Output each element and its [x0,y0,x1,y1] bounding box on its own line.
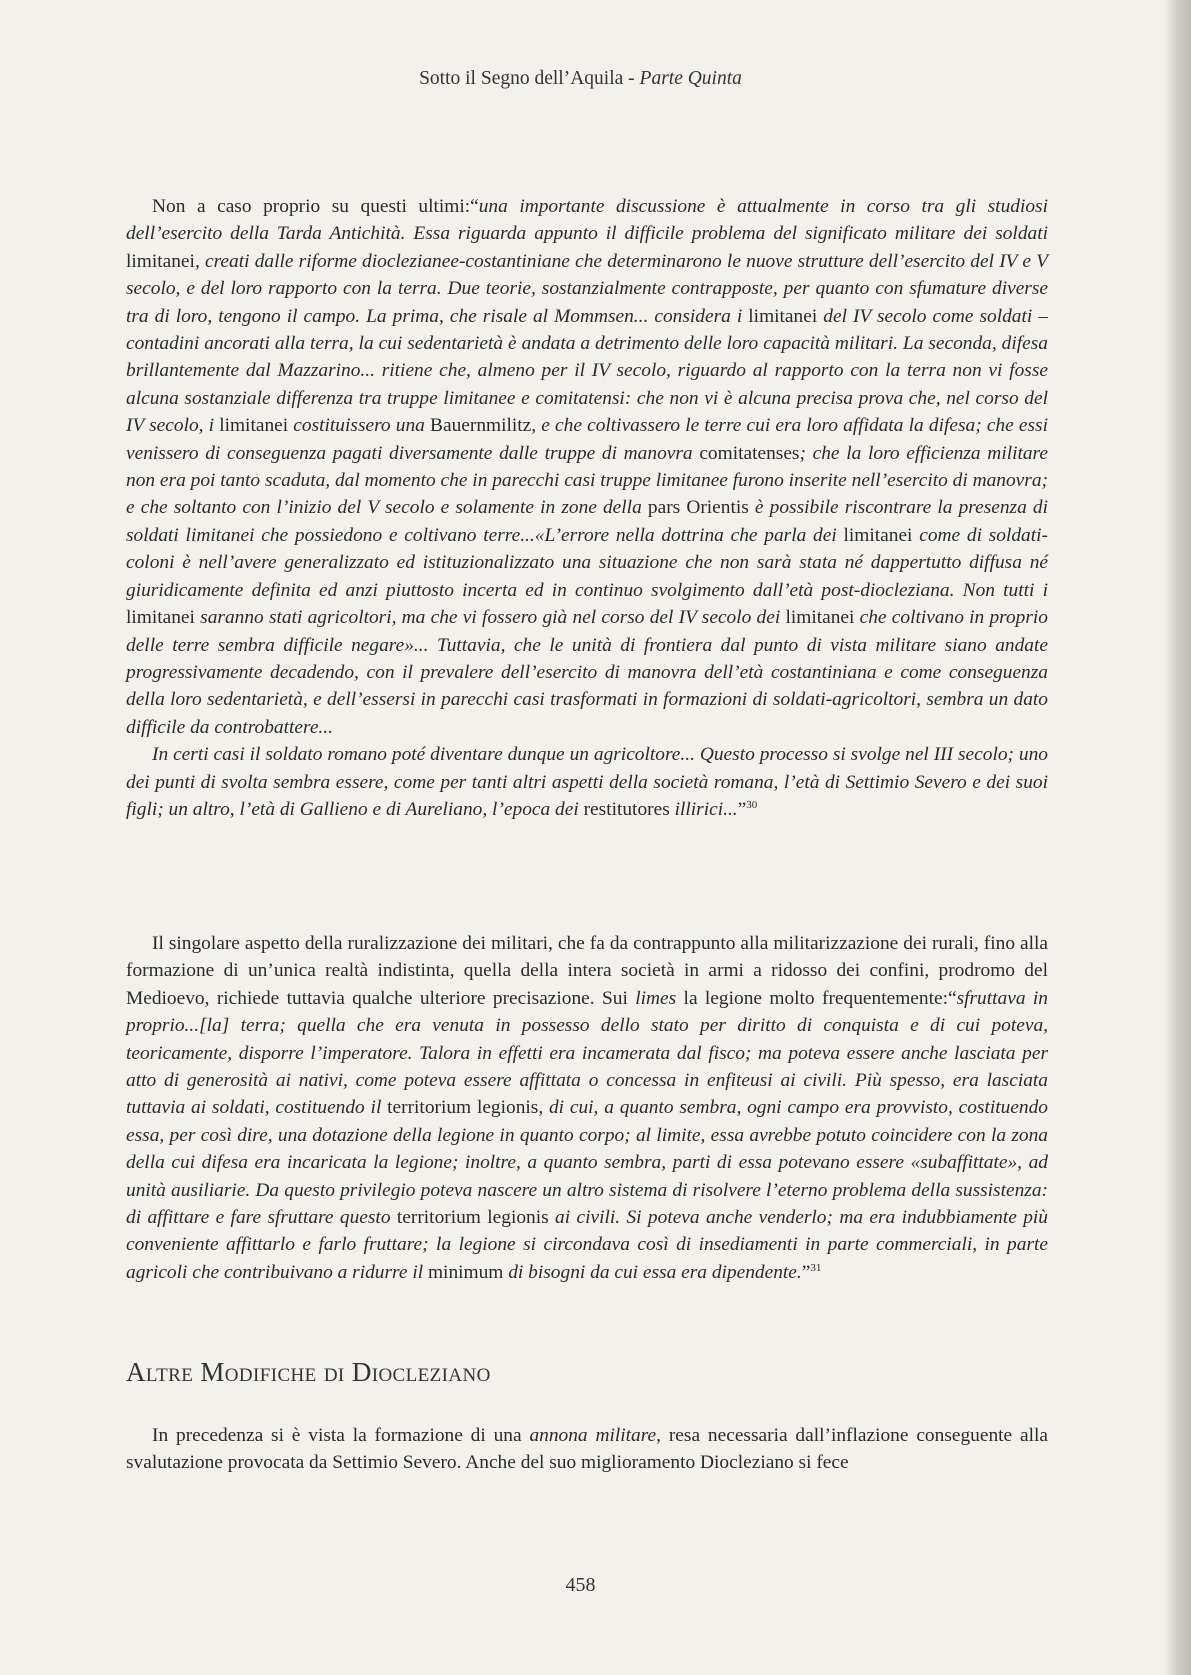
text-run: annona militare [529,1425,657,1446]
page-number: 458 [565,1574,596,1596]
text-run: limitanei [126,250,195,272]
text-run: comitatenses [699,442,800,464]
text-run: la legione molto frequentemente:“ [676,987,957,1009]
text-run: limitanei [843,524,913,546]
part-title: Parte Quinta [639,68,742,89]
text-run: ; che la loro efficienza militare non era poi tanto scaduta, dal momento che in parecchi casi truppe limitanee furono inserite nell’esercito di manovra; e che soltanto con l’inizio del V secolo e solamente in zone della [126,442,1048,519]
text-run: è possibile riscontrare la presenza di soldati limitanei che possiedono e coltivano terre...«L’errore nella dottrina che parla dei [126,497,1049,546]
text-run: che coltivano in proprio delle terre sembra difficile negare»... Tuttavia, che le unità di frontiera dal punto di vista militare siano andate progressivamente decadendo, con il prevalere dell’esercito di manovra dell’età costantiniana e come conseguenza della loro sedentarietà, e dell’essersi in parecchi casi trasformati in formazioni di soldati-agricoltori, sembra un dato difficile da controbattere... [126,607,1048,738]
text-run: territorium legionis [396,1207,549,1229]
text-run: limes [635,987,677,1009]
section-heading-text: Altre Modifiche di Diocleziano [126,1357,491,1387]
text-run: sfruttava in proprio...[la] terra; quella che era venuta in possesso dello stato per diritto di conquista e di cui poteva, teoricamente, disporre l’imperatore. Talora in effetti era incamerata dal fisco; ma poteva essere anche lasciata per atto di generosità ai nativi, come poteva essere affittata o concessa in enfiteusi ai civili. Più spesso, era lasciata tuttavia ai soldati, costituendo il [126,987,1048,1119]
text-run: saranno stati agricoltori, ma che vi fossero già nel corso del IV secolo dei [194,607,786,629]
text-run: In certi casi il soldato romano poté diventare dunque un agricoltore... Questo processo si svolge nel III secolo; uno dei punti di svolta sembra essere, come per tanti altri aspetti della società romana, l’età di Settimio Severo e dei suoi figli; un altro, l’età di Gallieno e di Aureliano, l’epoca dei [126,744,1048,820]
paragraph-2-text [126,933,1048,1283]
text-run: Bauernmilitz [430,415,532,437]
text-run: restitutores [583,798,670,820]
text-run: ” [737,798,747,820]
text-run: limitanei [126,607,195,629]
text-run: illirici... [669,798,738,820]
paragraph-1 [126,193,1048,741]
running-head [0,68,1161,90]
text-run: come di soldati-coloni è nell’avere generalizzato ed istituzionalizzato una situazione che non sarà stata né dappertutto diffusa né giuridicamente definita ed anzi piuttosto incerta ed in continuo svolgimento dall’età post-diocleziana. Non tutti i [126,524,1048,601]
text-run: ” [801,1261,811,1283]
text-run: ai civili. Si poteva anche venderlo; ma era indubbiamente più conveniente affittarlo e farlo fruttare; la legione si circondava così di insediamenti in parte commerciali, in parte agricoli che contribuivano a ridurre il [126,1207,1048,1283]
text-run: , di cui, a quanto sembra, ogni campo era provvisto, costituendo essa, per così dire, una dotazione della legione in quanto corpo; al limite, essa avrebbe potuto coincidere con la zona della cui difesa era incaricata la legione; inoltre, a quanto sembra, parti di essa potevano essere «subaffittate», ad unità ausiliarie. Da questo privilegio poteva nascere un altro sistema di risolvere l’eterno problema della sussistenza: di affittare e fare sfruttare questo [126,1097,1048,1229]
running-head-separator: - [623,68,640,89]
quotation-block [126,193,1048,823]
text-run: una importante discussione è attualmente in corso tra gli studiosi dell’esercito della Tarda Antichità. Essa riguarda appunto il difficile problema del significato militare dei soldati [126,196,1048,245]
text-run: limitanei [219,415,289,437]
paragraph-1b [126,741,1048,823]
footnote-ref-30: 30 [746,798,758,811]
text-run: limitanei [748,305,818,327]
text-run: Il singolare aspetto della ruralizzazione dei militari, che fa da contrappunto alla militarizzazione dei rurali, fino alla formazione di un’unica realtà indistinta, quella della intera società in armi a ridosso dei confini, prodromo del Medioevo, richiede tuttavia qualche ulteriore precisazione. Sui [126,933,1048,1009]
text-run: di bisogni da cui essa era dipendente. [503,1261,802,1283]
text-run: del IV secolo come soldati –contadini ancorati alla terra, la cui sedentarietà è andata a detrimento delle loro capacità militari. La seconda, difesa brillantemente dal Mazzarino... ritiene che, almeno per il IV secolo, riguardo al rapporto con la terra non vi fosse alcuna sostanziale differenza tra truppe limitanee e comitatensi: che non vi è alcuna precisa prova che, nel corso del IV secolo, i [126,305,1048,437]
text-run: , resa necessaria dall’inflazione conseguente alla svalutazione provocata da Settimio Severo. Anche del suo miglioramento Diocleziano si fece [126,1425,1048,1474]
text-run: Non a caso proprio su questi ultimi:“ [152,196,479,217]
paragraph-2 [126,930,1048,1286]
footnote-ref-31: 31 [810,1261,822,1274]
paragraph-block-2 [126,930,1048,1286]
text-run: In precedenza si è vista la formazione di una [152,1425,530,1446]
text-run: , e che coltivassero le terre cui era loro affidata la difesa; che essi venissero di conseguenza pagati diversamente dalle truppe di manovra [126,415,1048,464]
paragraph-3 [126,1422,1048,1477]
text-run: costituissero una [288,415,431,437]
text-run: , creati dalle riforme dioclezianee-costantiniane che determinarono le nuove strutture dell’esercito del IV e V secolo, e del loro rapporto con la terra. Due teorie, sostanzialmente contrapposte, per quanto con sfumature diverse tra di loro, tengono il campo. La prima, che risale al Mommsen... considera i [126,250,1048,327]
text-run: territorium legionis [387,1097,539,1119]
page-gutter-shadow [1163,0,1191,1675]
paragraph-block-3 [126,1422,1048,1477]
text-run: pars Orientis [647,497,749,519]
book-title: Sotto il Segno dell’Aquila [419,68,624,89]
text-run: limitanei [785,607,855,629]
text-run: minimum [427,1261,504,1283]
paragraph-1b-text [126,744,1048,820]
section-heading [126,1357,491,1388]
